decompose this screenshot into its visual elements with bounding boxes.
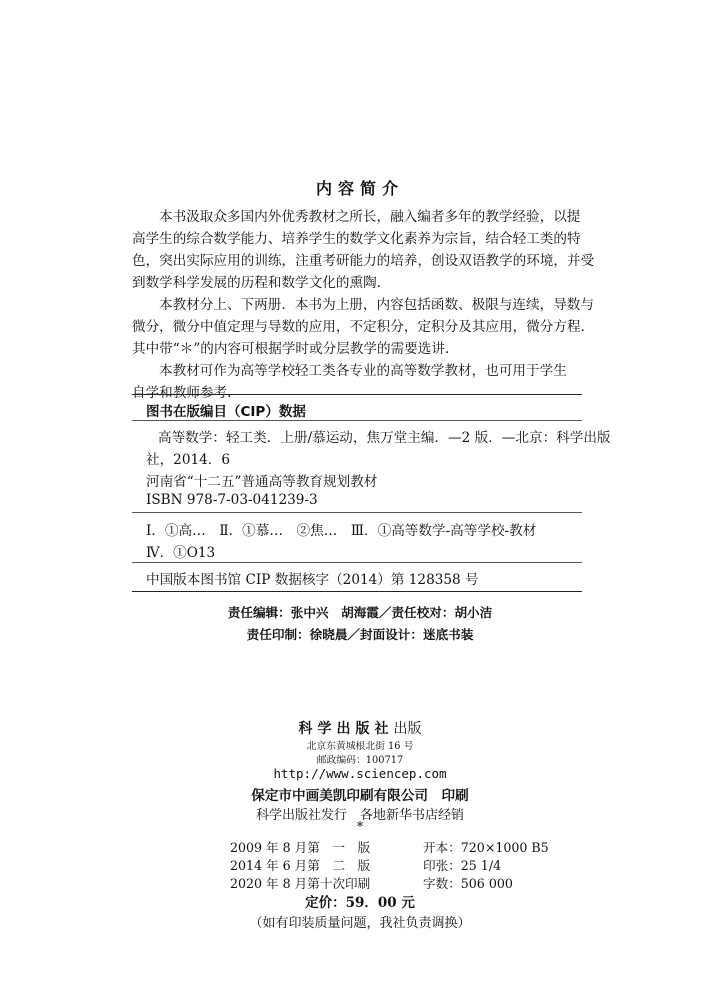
intro-paragraph-2: [132, 294, 595, 360]
cip-title-line: 高等数学：轻工类．上册/慕运动，焦万堂主编．—2 版．—北京：科学出版: [158, 430, 611, 446]
publisher-suffix: 出版: [393, 721, 422, 737]
quality-note: （如有印装质量问题，我社负责调换）: [249, 916, 471, 931]
publisher-address: 北京东黄城根北街 16 号: [306, 741, 414, 752]
intro-line: 本教材可作为高等学校轻工类各专业的高等数学教材，也可用于学生: [159, 363, 567, 379]
intro-body: [132, 206, 595, 404]
cip-isbn: ISBN 978-7-03-041239-3: [146, 492, 318, 508]
edition-row: [230, 855, 502, 874]
price: 定价：59．00 元: [305, 895, 415, 911]
printer-line: 保定市中画美凯印刷有限公司 印刷: [251, 788, 469, 804]
cip-classification: Ⅰ．①高… Ⅱ．①慕… ②焦… Ⅲ．①高等数学-高等学校-教材: [146, 523, 537, 539]
edition-spec: 开本：720×1000 B5: [423, 840, 549, 855]
cip-divider: [132, 562, 582, 563]
edition-spec: 字数：506 000: [423, 876, 513, 891]
intro-line: 本教材分上、下两册．本书为上册，内容包括函数、极限与连续，导数与: [159, 297, 594, 313]
intro-paragraph-1: [132, 206, 595, 294]
cip-divider: [132, 512, 582, 513]
publisher-url: http://www.sciencep.com: [273, 766, 447, 781]
edition-spec: 印张：25 1/4: [423, 858, 502, 873]
intro-line: 色，突出实际应用的训练，注重考研能力的培养，创设双语教学的环境，并受: [132, 253, 595, 269]
intro-line: 到数学科学发展的历程和数学文化的熏陶.: [132, 275, 382, 291]
cip-classification: Ⅳ．①O13: [146, 545, 216, 561]
editor-credits: 责任编辑：张中兴 胡海霞／责任校对：胡小洁: [227, 605, 493, 620]
intro-line: 其中带“＊”的内容可根据学时或分层教学的需要选讲.: [132, 341, 450, 357]
edition-row: [230, 873, 513, 892]
cip-series: 河南省“十二五”普通高等教育规划教材: [146, 474, 378, 490]
separator-star: *: [356, 820, 364, 835]
production-credits: 责任印制：徐晓晨／封面设计：迷底书装: [246, 627, 474, 642]
intro-line: 自学和教师参考.: [132, 385, 232, 401]
intro-line: 微分，微分中值定理与导数的应用，不定积分，定积分及其应用，微分方程．: [132, 319, 595, 335]
edition-date: 2009 年 8 月第 一 版: [230, 840, 371, 855]
distribution-line: 科学出版社发行 各地新华书店经销: [255, 808, 464, 823]
publisher-postcode: 邮政编码：100717: [316, 755, 404, 766]
cip-title-line: 社，2014．6: [146, 452, 231, 468]
cip-record-number: 中国版本图书馆 CIP 数据核字（2014）第 128358 号: [146, 572, 479, 588]
intro-line: 本书汲取众多国内外优秀教材之所长，融入编者多年的教学经验，以提: [159, 209, 581, 225]
intro-title: 内容简介: [315, 179, 404, 198]
edition-date: 2014 年 6 月第 二 版: [230, 858, 371, 873]
cip-heading: 图书在版编目（CIP）数据: [146, 404, 306, 420]
edition-date: 2020 年 8 月第十次印刷: [230, 876, 371, 891]
intro-line: 高学生的综合数学能力、培养学生的数学文化素养为宗旨，结合轻工类的特: [132, 231, 581, 247]
publisher-line: [0, 718, 720, 738]
edition-row: [230, 837, 549, 856]
cip-heading-rule: [132, 420, 582, 421]
publisher-name: 科学出版社: [298, 721, 394, 737]
